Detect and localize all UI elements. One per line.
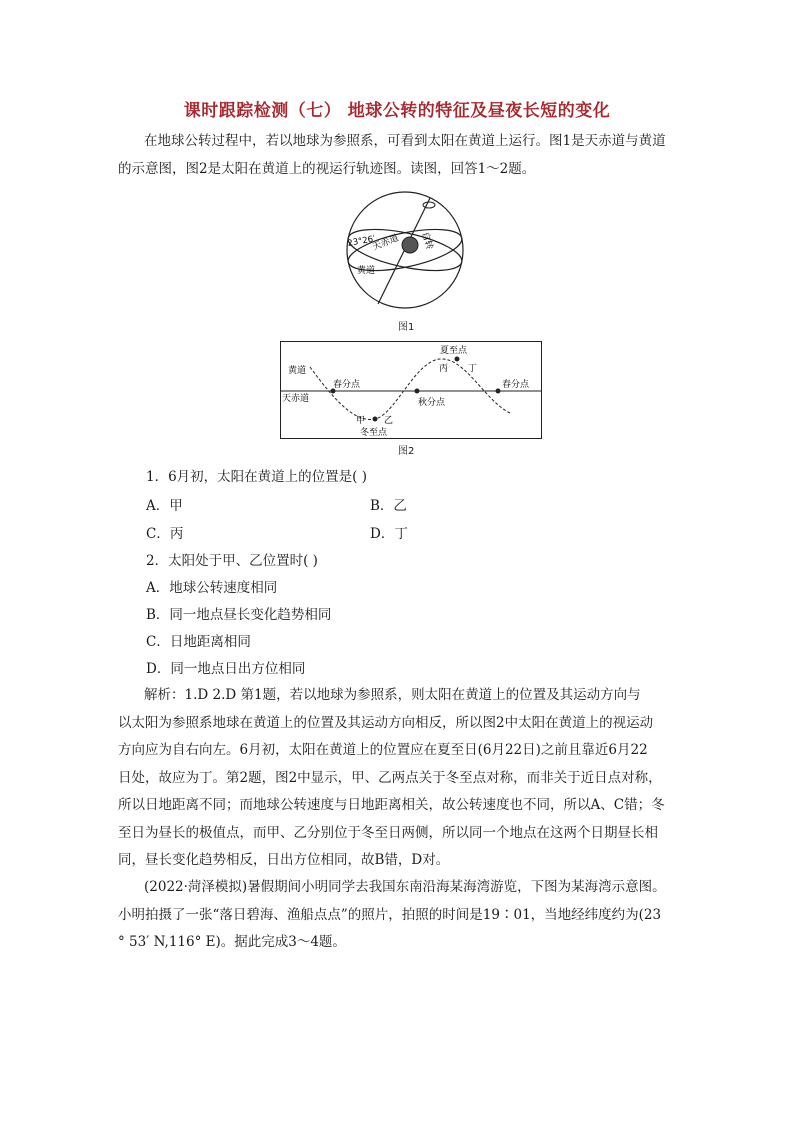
equator-label: 天赤道 [282, 394, 310, 404]
question-2-stem: 2．太阳处于甲、乙位置时( ) [146, 553, 318, 569]
question-1-stem: 1．6月初，太阳在黄道上的位置是( ) [146, 469, 368, 485]
ecliptic-label: 黄道 [288, 366, 307, 376]
analysis-line: 日处，故应为丁。第2题，图2中显示，甲、乙两点关于冬至点对称，而非关于近日点对称， [118, 769, 662, 786]
figure2-frame [281, 342, 542, 439]
spring-equinox-label-1: 春分点 [333, 380, 361, 390]
question-2-option-a: A．地球公转速度相同 [146, 580, 278, 596]
question-2-option-c: C．日地距离相同 [146, 634, 251, 650]
analysis-line: 方向应为自右向左。6月初，太阳在黄道上的位置应在夏至日(6月22日)之前且靠近6月22 [118, 742, 648, 758]
analysis-paragraph [118, 682, 684, 875]
question-1-option-c: C．丙 [146, 526, 184, 542]
question-1-option-d: D．丁 [370, 526, 408, 542]
spring-equinox-point-2 [496, 389, 501, 394]
figure1-rotation-label: 自转 [419, 230, 435, 252]
earth [402, 237, 418, 253]
analysis-line: 至日为昼长的极值点，而甲、乙分别位于冬至日两侧，所以同一个地点在这两个日期昼长相 [118, 824, 658, 841]
figure-1-caption: 图1 [398, 322, 415, 333]
question-2-option-b: B．同一地点昼长变化趋势相同 [146, 607, 332, 623]
intro-line: 的示意图，图2是太阳在黄道上的视运行轨迹图。读图，回答1～2题。 [118, 160, 536, 177]
summer-solstice-point [455, 357, 460, 362]
analysis-line: 所以日地距离不同；而地球公转速度与日地距离相关，故公转速度也不同，所以A、C错；冬 [118, 797, 665, 813]
rotation-arrow [423, 202, 435, 208]
figure-1-diagram [330, 188, 480, 318]
autumn-equinox-label: 秋分点 [418, 398, 446, 408]
analysis-line: 以太阳为参照系地球在黄道上的位置及其运动方向相反，所以图2中太阳在黄道上的视运动 [118, 714, 654, 731]
question-1-option-a: A．甲 [146, 498, 183, 514]
intro-line: 在地球公转过程中，若以地球为参照系，可看到太阳在黄道上运行。图1是天赤道与黄道 [144, 133, 666, 149]
point-bing-label: 丙 [439, 364, 449, 374]
figure-2-diagram [280, 341, 542, 439]
summer-solstice-label: 夏至点 [440, 346, 468, 356]
point-ding-label: 丁 [468, 364, 478, 374]
figure-2-caption: 图2 [398, 446, 415, 457]
figure1-angle-label: 23°26′ [346, 234, 376, 249]
analysis-line: 同，昼长变化趋势相反，日出方位相同，故B错，D对。 [118, 852, 450, 868]
page-title: 课时跟踪检测（七） 地球公转的特征及昼夜长短的变化 [183, 101, 611, 121]
point-jia-label: 甲 [356, 416, 366, 426]
question-1-option-b: B．乙 [370, 498, 407, 514]
spring-equinox-label-2: 春分点 [502, 380, 530, 390]
next-section-paragraph [118, 874, 684, 957]
analysis-line: 解析：1.D 2.D 第1题，若以地球为参照系，则太阳在黄道上的位置及其运动方向与 [144, 687, 641, 703]
next-line: (2022·菏泽模拟)暑假期间小明同学去我国东南沿海某海湾游览，下图为某海湾示意图。 [144, 879, 666, 895]
winter-solstice-label: 冬至点 [360, 428, 388, 438]
question-2-option-d: D．同一地点日出方位相同 [146, 661, 306, 677]
figure1-ecliptic-label: 黄道 [357, 266, 376, 276]
next-line: ° 53′ N,116° E)。据此完成3～4题。 [118, 934, 346, 950]
next-line: 小明拍摄了一张“落日碧海、渔船点点”的照片，拍照的时间是19∶01，当地经纬度约为(23 [118, 906, 662, 923]
autumn-equinox-point [415, 389, 420, 394]
point-yi-label: 乙 [384, 416, 394, 426]
figure1-equator-label: 天赤道 [371, 233, 401, 253]
intro-paragraph [118, 128, 684, 183]
winter-solstice-point [373, 417, 378, 422]
